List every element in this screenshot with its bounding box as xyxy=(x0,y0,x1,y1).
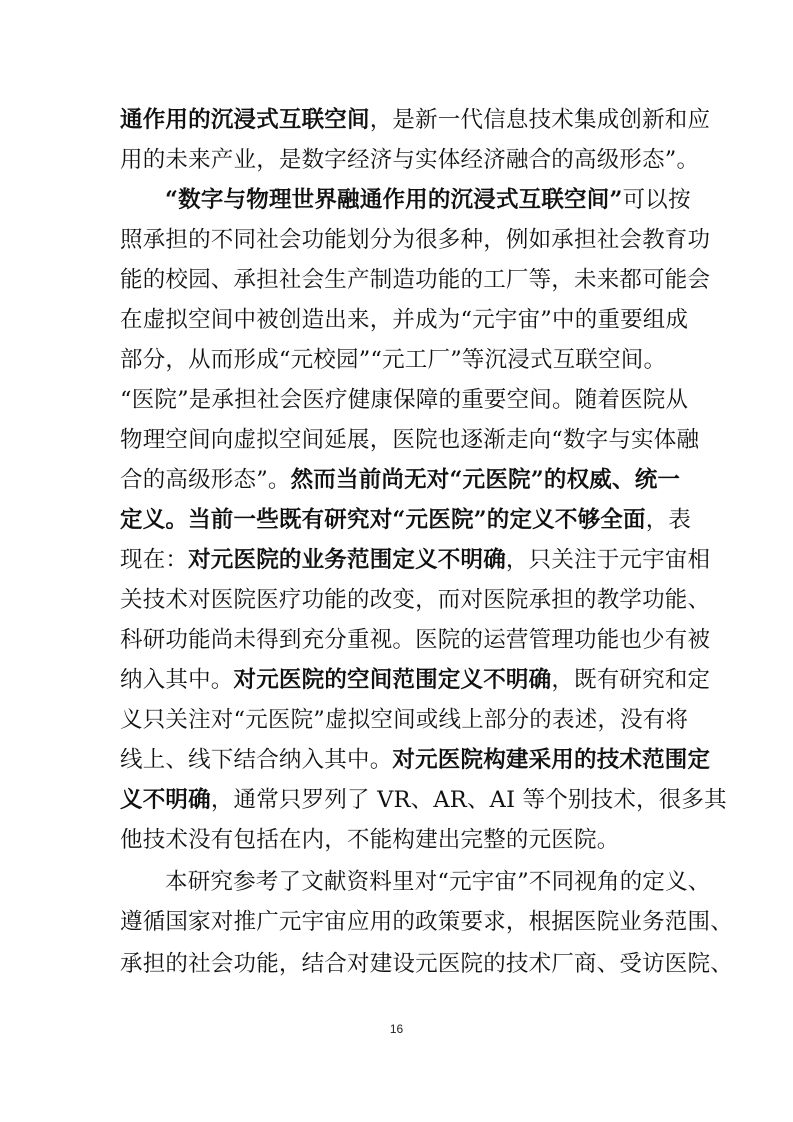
text-segment: ，表 xyxy=(645,507,692,533)
text-line xyxy=(120,420,700,460)
text-segment: 他技术没有包括在内，不能构建出完整的元医院。 xyxy=(120,827,620,853)
text-segment: 义只关注对“元医院”虚拟空间或线上部分的表述，没有将 xyxy=(120,707,689,733)
text-segment: ，是新一代信息技术集成创新和应 xyxy=(369,107,711,133)
text-line xyxy=(120,580,711,620)
text-segment: 合的高级形态”。 xyxy=(120,467,291,493)
text-segment: 承担的社会功能，结合对建设元医院的技术厂商、受访医院、 xyxy=(120,951,733,977)
text-segment: 物理空间向虚拟空间延展，医院也逐渐走向“数字与实体融 xyxy=(120,427,700,453)
text-segment: 可以按 xyxy=(622,187,691,213)
text-segment: 在虚拟空间中被创造出来，并成为“元宇宙”中的重要组成 xyxy=(120,307,689,333)
bold-text-segment: 义不明确 xyxy=(120,787,211,813)
bold-text-segment: 对元医院构建采用的技术范围定 xyxy=(392,747,711,773)
text-line xyxy=(120,220,711,260)
text-line xyxy=(120,820,619,860)
page-number: 16 xyxy=(389,1022,404,1036)
text-segment: 用的未来产业，是数字经济与实体经济融合的高级形态”。 xyxy=(120,147,700,173)
text-line xyxy=(120,620,711,660)
bold-text-segment: “数字与物理世界融通作用的沉浸式互联空间” xyxy=(165,187,623,213)
text-line xyxy=(120,540,711,580)
text-line xyxy=(120,460,681,500)
text-line xyxy=(165,862,711,902)
text-segment: ，既有研究和定 xyxy=(551,667,711,693)
text-line xyxy=(120,340,666,380)
text-segment: 现在： xyxy=(120,547,189,573)
text-line xyxy=(120,740,711,780)
bold-text-segment: 然而当前尚无对“元医院”的权威、统一 xyxy=(290,467,681,493)
bold-text-segment: 对元医院的业务范围定义不明确 xyxy=(188,547,506,573)
text-line xyxy=(120,140,699,180)
bold-text-segment: 通作用的沉浸式互联空间 xyxy=(120,107,370,133)
text-line xyxy=(120,260,711,300)
text-segment: ，只关注于元宇宙相 xyxy=(505,547,711,573)
text-segment: 线上、线下结合纳入其中。 xyxy=(120,747,393,773)
text-line xyxy=(165,180,691,220)
text-segment: 科研功能尚未得到充分重视。医院的运营管理功能也少有被 xyxy=(120,627,711,653)
text-segment: 能的校园、承担社会生产制造功能的工厂等，未来都可能会 xyxy=(120,267,711,293)
text-segment: 部分，从而形成“元校园”“元工厂”等沉浸式互联空间。 xyxy=(120,347,667,373)
text-line xyxy=(120,660,711,700)
text-line xyxy=(120,780,727,820)
text-segment: ，通常只罗列了 VR、AR、AI 等个别技术，很多其 xyxy=(210,787,727,813)
bold-text-segment: 对元医院的空间范围定义不明确 xyxy=(233,667,552,693)
bold-text-segment: 定义。当前一些既有研究对“元医院”的定义不够全面 xyxy=(120,507,646,533)
text-line xyxy=(120,380,689,420)
text-segment: 遵循国家对推广元宇宙应用的政策要求，根据医院业务范围、 xyxy=(120,909,733,935)
text-line xyxy=(120,700,689,740)
text-line xyxy=(120,944,733,984)
text-segment: “医院”是承担社会医疗健康保障的重要空间。随着医院从 xyxy=(120,387,689,413)
text-line xyxy=(120,100,711,140)
text-line xyxy=(120,500,692,540)
text-segment: 照承担的不同社会功能划分为很多种，例如承担社会教育功 xyxy=(120,227,711,253)
text-segment: 关技术对医院医疗功能的改变，而对医院承担的教学功能、 xyxy=(120,587,711,613)
text-line xyxy=(120,300,689,340)
text-segment: 纳入其中。 xyxy=(120,667,234,693)
text-line xyxy=(120,902,733,942)
text-segment: 本研究参考了文献资料里对“元宇宙”不同视角的定义、 xyxy=(165,869,711,895)
